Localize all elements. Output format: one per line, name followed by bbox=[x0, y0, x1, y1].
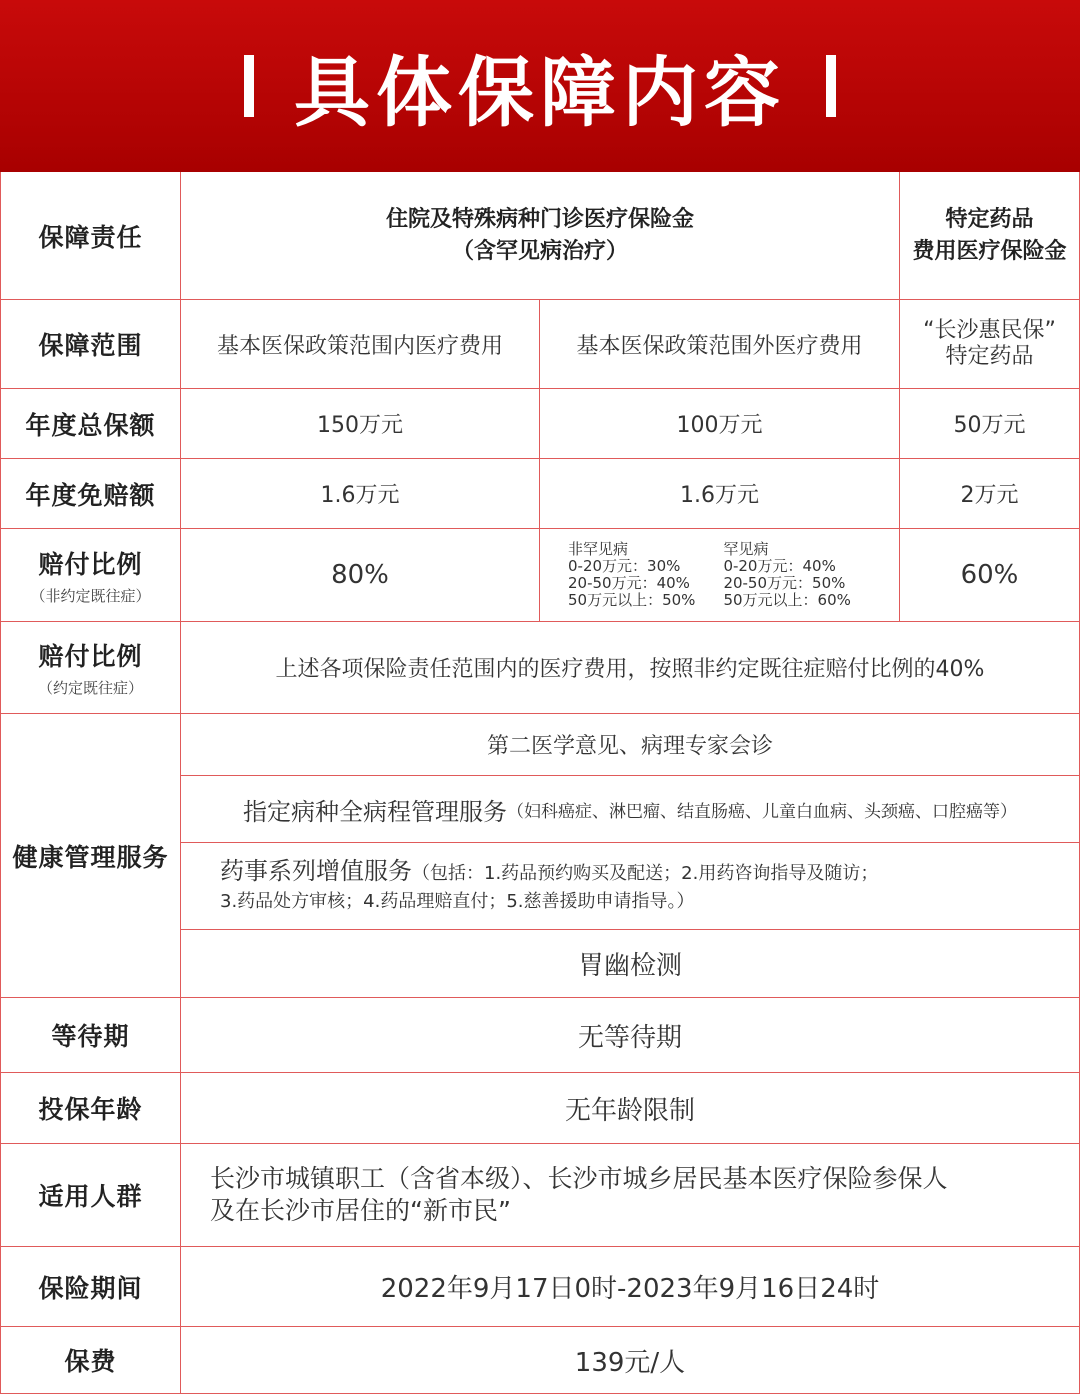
label-premium bbox=[0, 1327, 181, 1394]
label-age bbox=[0, 1073, 181, 1144]
annual-limit-a-text: 150万元 bbox=[317, 413, 403, 438]
age-value-text: 无年龄限制 bbox=[564, 1095, 695, 1126]
label-age-text: 投保年龄 bbox=[38, 1095, 143, 1124]
health-service-4 bbox=[181, 930, 1080, 998]
header-drug-benefit bbox=[900, 172, 1080, 300]
header-hospital-line2: （含罕见病治疗） bbox=[451, 238, 628, 264]
annual-limit-b-text: 100万元 bbox=[676, 413, 763, 438]
people-value-block bbox=[210, 1163, 1050, 1227]
non-rare-tier-3: 50万元以上：50% bbox=[568, 591, 696, 609]
label-ratio-pre bbox=[0, 622, 181, 714]
header-hospital-line1: 住院及特殊病种门诊医疗保险金 bbox=[385, 206, 694, 232]
ratio-pre-value-text: 上述各项保险责任范围内的医疗费用，按照非约定既往症赔付比例的40% bbox=[275, 657, 985, 682]
label-ratio-non bbox=[0, 529, 181, 622]
header-drug-line2: 费用医疗保险金 bbox=[912, 238, 1067, 264]
label-annual-limit bbox=[0, 389, 181, 459]
label-people-text: 适用人群 bbox=[38, 1182, 143, 1211]
scope-drug-line1: “长沙惠民保” bbox=[923, 318, 1056, 343]
health-service-1 bbox=[181, 714, 1080, 776]
waiting-value-text: 无等待期 bbox=[577, 1022, 682, 1053]
health-service-3-main: 药事系列增值服务 bbox=[220, 856, 412, 885]
people-line-2: 及在长沙市居住的“新市民” bbox=[210, 1196, 511, 1225]
health-service-2-note: （妇科癌症、淋巴瘤、结直肠癌、儿童白血病、头颈癌、口腔癌等） bbox=[507, 801, 1017, 822]
label-health bbox=[0, 714, 181, 998]
ratio-non-c bbox=[900, 529, 1080, 622]
health-service-2-main: 指定病种全病程管理服务 bbox=[243, 797, 507, 826]
label-annual-limit-text: 年度总保额 bbox=[25, 410, 156, 440]
label-deductible-text: 年度免赔额 bbox=[25, 480, 156, 510]
title-bar-left bbox=[244, 55, 254, 117]
label-health-text: 健康管理服务 bbox=[12, 842, 169, 872]
rare-rates bbox=[723, 541, 850, 609]
rare-tier-3: 50万元以上：60% bbox=[723, 591, 851, 609]
scope-drug bbox=[900, 300, 1080, 389]
scope-out-policy-text: 基本医保政策范围外医疗费用 bbox=[576, 333, 863, 359]
label-duty-text: 保障责任 bbox=[38, 222, 143, 252]
health-service-2 bbox=[181, 776, 1080, 843]
health-service-4-text: 胃幽检测 bbox=[577, 951, 682, 981]
scope-drug-line2: 特定药品 bbox=[945, 344, 1034, 369]
non-rare-tier-1: 0-20万元：30% bbox=[568, 557, 681, 575]
deductible-a bbox=[181, 459, 540, 529]
health-service-3-note2: 3.药品处方审核；4.药品理赔直付；5.慈善援助申请指导。） bbox=[220, 890, 695, 912]
label-period bbox=[0, 1247, 181, 1327]
label-premium-text: 保费 bbox=[64, 1347, 117, 1376]
scope-in-policy bbox=[181, 300, 540, 389]
page-title: 具体保障内容 bbox=[294, 47, 786, 137]
title-banner bbox=[0, 0, 1080, 172]
age-value bbox=[181, 1073, 1080, 1144]
label-ratio-non-sub: （非约定既往症） bbox=[30, 586, 151, 605]
label-scope bbox=[0, 300, 181, 389]
label-scope-text: 保障范围 bbox=[38, 331, 143, 360]
deductible-b-text: 1.6万元 bbox=[680, 483, 759, 508]
premium-value-text: 139元/人 bbox=[574, 1347, 686, 1378]
people-line-1: 长沙市城镇职工（含省本级）、长沙市城乡居民基本医疗保险参保人 bbox=[210, 1164, 948, 1193]
label-deductible bbox=[0, 459, 181, 529]
label-ratio-non-text: 赔付比例 bbox=[38, 549, 143, 579]
health-service-3 bbox=[181, 843, 1080, 930]
waiting-value bbox=[181, 998, 1080, 1073]
label-ratio-pre-text: 赔付比例 bbox=[38, 642, 143, 671]
label-waiting bbox=[0, 998, 181, 1073]
header-drug-line1: 特定药品 bbox=[945, 206, 1034, 232]
annual-limit-a bbox=[181, 389, 540, 459]
ratio-non-b bbox=[540, 529, 900, 622]
annual-limit-c-text: 50万元 bbox=[953, 413, 1026, 438]
health-service-1-text: 第二医学意见、病理专家会诊 bbox=[486, 734, 773, 759]
title-bar-right bbox=[826, 55, 836, 117]
non-rare-rates bbox=[568, 541, 695, 609]
annual-limit-c bbox=[900, 389, 1080, 459]
health-service-3-block bbox=[220, 857, 1040, 916]
premium-value bbox=[181, 1327, 1080, 1394]
ratio-pre-value bbox=[181, 622, 1080, 714]
deductible-c bbox=[900, 459, 1080, 529]
period-value bbox=[181, 1247, 1080, 1327]
label-people bbox=[0, 1144, 181, 1247]
deductible-a-text: 1.6万元 bbox=[320, 483, 400, 508]
label-period-text: 保险期间 bbox=[38, 1273, 143, 1303]
non-rare-tier-2: 20-50万元：40% bbox=[568, 574, 690, 592]
people-value bbox=[181, 1144, 1080, 1247]
label-waiting-text: 等待期 bbox=[51, 1022, 130, 1051]
header-hospital-benefit bbox=[181, 172, 900, 300]
non-rare-heading: 非罕见病 bbox=[568, 540, 629, 558]
scope-in-policy-text: 基本医保政策范围内医疗费用 bbox=[216, 333, 503, 359]
deductible-b bbox=[540, 459, 900, 529]
rare-heading: 罕见病 bbox=[723, 540, 769, 558]
label-ratio-pre-sub: （约定既往症） bbox=[37, 679, 143, 697]
period-value-text: 2022年9月17日0时-2023年9月16日24时 bbox=[380, 1274, 880, 1304]
health-service-3-note1: （包括：1.药品预约购买及配送；2.用药咨询指导及随访； bbox=[412, 862, 879, 884]
rare-tier-1: 0-20万元：40% bbox=[723, 557, 836, 575]
label-duty bbox=[0, 172, 181, 300]
ratio-non-c-text: 60% bbox=[960, 560, 1019, 590]
ratio-non-a-text: 80% bbox=[331, 560, 389, 590]
deductible-c-text: 2万元 bbox=[960, 483, 1019, 508]
scope-out-policy bbox=[540, 300, 900, 389]
rare-tier-2: 20-50万元：50% bbox=[723, 574, 846, 592]
annual-limit-b bbox=[540, 389, 900, 459]
ratio-non-a bbox=[181, 529, 540, 622]
